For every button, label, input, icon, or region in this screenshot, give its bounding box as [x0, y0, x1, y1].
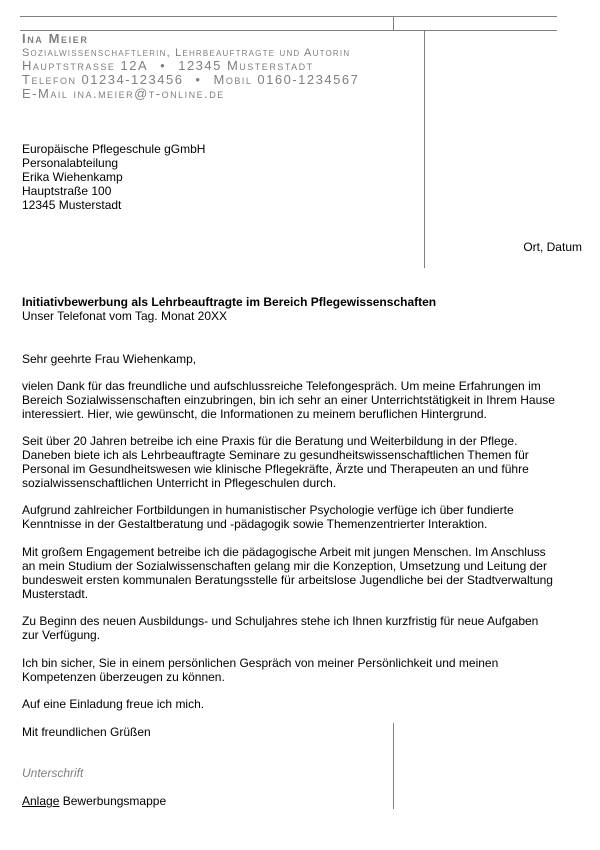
paragraph-7: Auf eine Einladung freue ich mich. — [22, 697, 205, 711]
subject-title: Initiativbewerbung als Lehrbeauftragte im Bereich Pflegewissenschaften — [22, 295, 437, 309]
top-short-vertical-rule — [393, 16, 394, 31]
closing: Mit freundlichen Grüßen — [22, 725, 151, 739]
sender-address — [22, 59, 314, 73]
sender-street: Hauptstrasse 12A — [22, 58, 149, 73]
paragraph-6: Ich bin sicher, Sie in einem persönlichen Gespräch von meiner Persönlichkeit und meinen Kompetenzen überzeugen zu können. — [22, 656, 499, 684]
enclosure — [22, 794, 166, 808]
header-vertical-rule — [424, 30, 425, 268]
sender-city: 12345 Musterstadt — [178, 58, 314, 73]
subject-block — [22, 295, 436, 323]
sender-phone: Telefon 01234-123456 — [22, 72, 184, 87]
second-horizontal-rule — [20, 30, 557, 31]
paragraph-1: vielen Dank für das freundliche und aufschlussreiche Telefongespräch. Um meine Erfahrungen im Bereich Sozialwissenschaften einzubringen, bin ich sehr an einer Unterrichtstätigkeit in Ihrem Hause interessiert. Hier, wie gewünscht, die Informationen zu meinem beruflichen Hintergrund. — [22, 379, 555, 421]
subject-reference: Unser Telefonat vom Tag. Monat 20XX — [22, 309, 228, 323]
recipient-line: Hauptstraße 100 — [22, 184, 112, 198]
recipient-line: Europäische Pflegeschule gGmbH — [22, 142, 206, 156]
enclosure-text: Bewerbungsmappe — [62, 794, 167, 808]
paragraph-4: Mit großem Engagement betreibe ich die pädagogische Arbeit mit jungen Menschen. Im Anschluss an mein Studium der Sozialwissenschaften gelang mir die Konzeption, Umsetzung und Leitung der bundesweit ersten kommunalen Beratungsstelle für arbeitslose Jugendliche bei der Stadtverwaltung Musterstadt. — [22, 545, 553, 601]
top-horizontal-rule — [20, 16, 557, 17]
salutation: Sehr geehrte Frau Wiehenkamp, — [22, 352, 197, 366]
separator-bullet: • — [160, 58, 167, 73]
enclosure-label: Anlage — [22, 794, 60, 808]
recipient-line: Erika Wiehenkamp — [22, 170, 123, 184]
place-date: Ort, Datum — [523, 240, 582, 254]
sender-contact — [22, 73, 359, 87]
sender-name: Ina Meier — [22, 31, 89, 46]
recipient-line: Personalabteilung — [22, 156, 119, 170]
sender-mobile: Mobil 0160-1234567 — [213, 72, 360, 87]
sender-email: E-Mail ina.meier@t-online.de — [22, 86, 225, 101]
paragraph-3: Aufgrund zahlreicher Fortbildungen in humanistischer Psychologie verfüge ich über fundierte Kenntnisse in der Gestaltberatung und -pädagogik sowie Themenzentrierter Interaktion. — [22, 503, 514, 531]
paragraph-2: Seit über 20 Jahren betreibe ich eine Praxis für die Beratung und Weiterbildung in der Pflege. Daneben biete ich als Lehrbeauftragte Seminare zu gesundheitswissenschaftlichen Themen für Personal im Gesundheitswesen wie klinische Pflegekräfte, Ärzte und Therapeuten an und führe sozialwissenschaftlichen Unterricht in Pflegeschulen durch. — [22, 434, 529, 490]
signature-placeholder: Unterschrift — [22, 766, 84, 780]
separator-bullet: • — [195, 72, 202, 87]
sender-profession: Sozialwissenschaftlerin, Lehrbeauftragte und Autorin — [22, 47, 351, 59]
recipient-address — [22, 142, 205, 212]
recipient-line: 12345 Musterstadt — [22, 198, 122, 212]
paragraph-5: Zu Beginn des neuen Ausbildungs- und Schuljahres stehe ich Ihnen kurzfristig für neue Aufgaben zur Verfügung. — [22, 614, 539, 642]
